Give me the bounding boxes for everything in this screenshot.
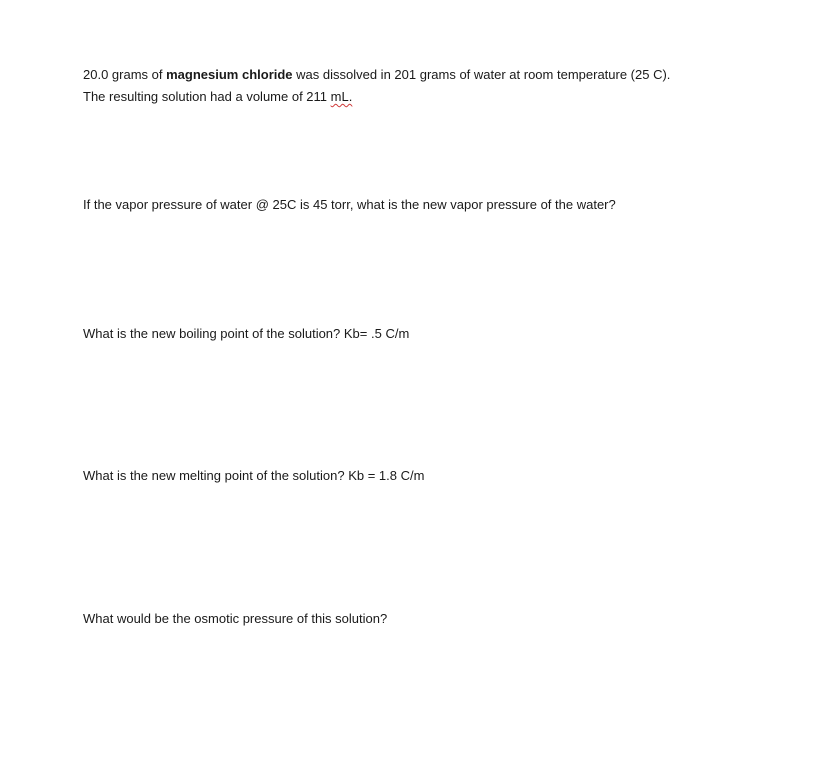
problem-line2-text: The resulting solution had a volume of 211	[83, 89, 331, 104]
question-osmotic-pressure: What would be the osmotic pressure of this solution?	[83, 611, 388, 626]
problem-statement	[83, 64, 670, 108]
question-boiling-point: What is the new boiling point of the solution? Kb= .5 C/m	[83, 326, 410, 341]
question-vapor-pressure: If the vapor pressure of water @ 25C is 45 torr, what is the new vapor pressure of the water?	[83, 197, 616, 212]
problem-line1-text: 20.0 grams of	[83, 67, 167, 82]
volume-unit-spellcheck[interactable]: mL.	[330, 89, 353, 104]
problem-line1-rest: was dissolved in 201 grams of water at room temperature (25 C).	[292, 67, 671, 82]
solute-name: magnesium chloride	[166, 67, 293, 82]
question-melting-point: What is the new melting point of the solution? Kb = 1.8 C/m	[83, 468, 425, 483]
